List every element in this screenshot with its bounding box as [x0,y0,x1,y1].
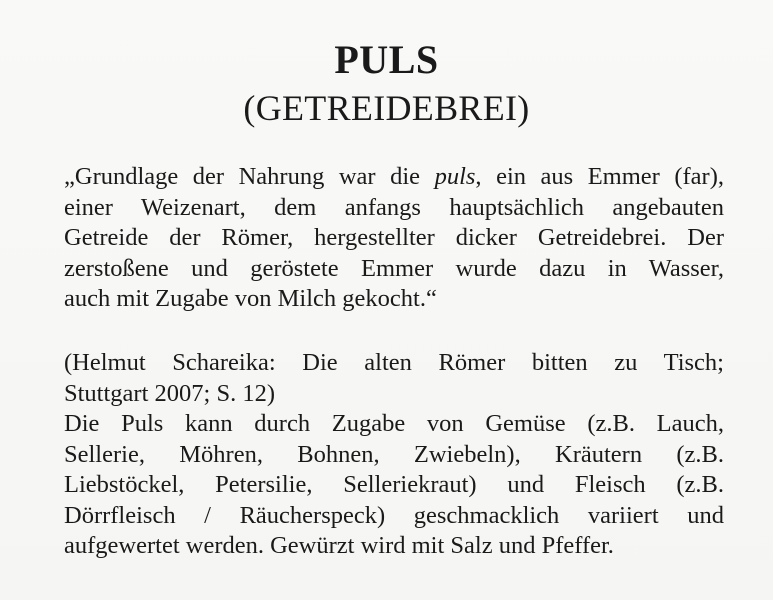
quote-line-2: einer Weizenart, dem anfangs hauptsächlich angebauten [64,193,724,221]
page-subtitle: (GETREIDEBREI) [243,88,530,128]
quote-line-4: zerstoßene und geröstete Emmer wurde dazu in Wasser, [64,254,724,282]
citation-line-1: (Helmut Schareika: Die alten Römer bitten zu Tisch; [64,349,724,376]
body-line-1: Die Puls kann durch Zugabe von Gemüse (z.B. Lauch, [64,410,724,437]
quote-paragraph [64,162,724,315]
quote-line-1 [64,162,724,193]
page-title: PULS [334,37,439,82]
citation-line-2: Stuttgart 2007; S. 12) [64,379,275,407]
body-paragraph [64,409,724,562]
quote-line-1-post: , ein aus Emmer (far), [475,163,724,190]
body-line-4: Dörrfleisch / Räucherspeck) geschmacklich variiert und [64,501,724,529]
quote-line-1-pre: „Grundlage der Nahrung war die [64,163,435,190]
quote-line-3: Getreide der Römer, hergestellter dicker Getreidebrei. Der [64,224,724,251]
quote-italic-word: puls [434,163,476,190]
citation-paragraph [64,348,724,409]
quote-line-5: auch mit Zugabe von Milch gekocht.“ [64,285,437,312]
body-line-2: Sellerie, Möhren, Bohnen, Zwiebeln), Kräutern (z.B. [64,440,724,468]
body-line-3: Liebstöckel, Petersilie, Selleriekraut) und Fleisch (z.B. [64,471,724,498]
body-line-5: aufgewertet werden. Gewürzt wird mit Salz und Pfeffer. [64,532,614,559]
